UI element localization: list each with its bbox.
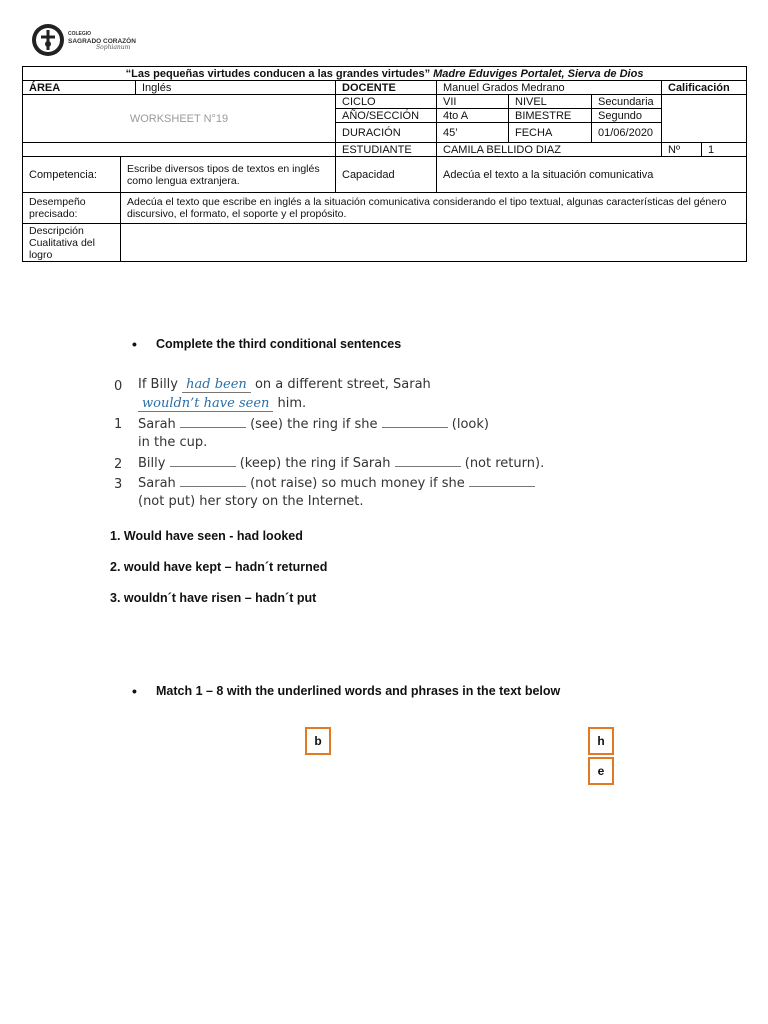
ex3-text-a: Sarah [138, 476, 176, 491]
ex2-blank1[interactable] [170, 454, 236, 467]
task1-instruction: • Complete the third conditional sentences [156, 337, 401, 351]
estudiante-value: CAMILA BELLIDO DIAZ [437, 143, 662, 157]
capacidad-label: Capacidad [336, 157, 437, 193]
fecha-value: 01/06/2020 [592, 123, 662, 143]
ex2-text-b: (keep) the ring if Sarah [239, 456, 391, 471]
ex1-blank1[interactable] [180, 415, 246, 428]
calificacion-label: Calificación [662, 81, 747, 95]
fecha-label: FECHA [509, 123, 592, 143]
motto-author: Madre Eduviges Portalet, Sierva de Dios [433, 67, 644, 80]
ciclo-value: VII [437, 95, 509, 109]
desempeno-value: Adecúa el texto que escribe en inglés a la situación comunicativa considerando el tipo textual, algunas características del género discursivo, el formato, el soporte y el propósito. [121, 193, 747, 224]
school-name-main: SAGRADO CORAZÓN [68, 38, 136, 45]
ex3-blank1[interactable] [180, 474, 246, 487]
answer-2: 2. would have kept – hadn´t returned [110, 560, 328, 574]
area-label: ÁREA [23, 81, 136, 95]
ex2-blank2[interactable] [395, 454, 461, 467]
school-script: Sophianum [96, 44, 131, 51]
motto-cell [23, 67, 747, 81]
calificacion-value [662, 95, 747, 143]
worksheet-number: WORKSHEET N°19 [23, 95, 336, 143]
bimestre-value: Segundo [592, 109, 662, 123]
duracion-value: 45’ [437, 123, 509, 143]
estudiante-label: ESTUDIANTE [336, 143, 437, 157]
descripcion-value [121, 224, 747, 262]
ex2-number: 2 [114, 457, 123, 472]
capacidad-value: Adecúa el texto a la situación comunicativa [437, 157, 747, 193]
desempeno-label: Desempeño precisado: [23, 193, 121, 224]
task2-instruction: • Match 1 – 8 with the underlined words and phrases in the text below [156, 684, 560, 698]
ex0-number: 0 [114, 379, 123, 394]
answer-box-h[interactable]: h [588, 727, 614, 755]
motto-text: “Las pequeñas virtudes conducen a las grandes virtudes” [125, 67, 431, 80]
ex3-number: 3 [114, 477, 123, 492]
numero-value: 1 [702, 143, 747, 157]
worksheet-header-table [22, 66, 747, 262]
numero-label: Nº [662, 143, 702, 157]
school-name-small: COLEGIO [68, 31, 92, 37]
competencia-value: Escribe diversos tipos de textos en inglés como lengua extranjera. [121, 157, 336, 193]
ex3-text-b: (not raise) so much money if she [250, 476, 465, 491]
ex0-fill2: wouldn’t have seen [138, 396, 273, 412]
ex3-line2: (not put) her story on the Internet. [138, 494, 364, 509]
seccion-label: AÑO/SECCIÓN [336, 109, 437, 123]
ex0-text-c: him. [277, 396, 307, 411]
area-value: Inglés [136, 81, 336, 95]
ex0-line2 [138, 394, 306, 413]
ex2-text-a: Billy [138, 456, 166, 471]
ex0-fill1: had been [182, 377, 251, 393]
ex3-blank2[interactable] [469, 474, 535, 487]
ex1-line2: in the cup. [138, 435, 208, 450]
descripcion-label: Descripción Cualitativa del logro [23, 224, 121, 262]
ex1-text-c: (look) [451, 417, 489, 432]
docente-value: Manuel Grados Medrano [437, 81, 662, 95]
ex1-line1 [138, 415, 489, 434]
ex2-text-c: (not return). [464, 456, 545, 471]
school-crest-icon [30, 22, 66, 58]
answer-1: 1. Would have seen - had looked [110, 529, 303, 543]
competencia-label: Competencia: [23, 157, 121, 193]
ex1-text-b: (see) the ring if she [250, 417, 378, 432]
docente-label: DOCENTE [336, 81, 437, 95]
duracion-label: DURACIÓN [336, 123, 437, 143]
ex1-number: 1 [114, 417, 123, 432]
bimestre-label: BIMESTRE [509, 109, 592, 123]
ex0-line1 [138, 375, 431, 394]
ex0-text-b: on a different street, Sarah [254, 377, 431, 392]
seccion-value: 4to A [437, 109, 509, 123]
ex1-blank2[interactable] [382, 415, 448, 428]
estudiante-spacer [23, 143, 336, 157]
ex3-line1 [138, 474, 535, 493]
nivel-value: Secundaria [592, 95, 662, 109]
ex1-text-a: Sarah [138, 417, 176, 432]
ex2-line1 [138, 454, 544, 473]
ex0-text-a: If Billy [138, 377, 178, 392]
answer-3: 3. wouldn´t have risen – hadn´t put [110, 591, 317, 605]
answer-box-e[interactable]: e [588, 757, 614, 785]
nivel-label: NIVEL [509, 95, 592, 109]
answer-box-b[interactable]: b [305, 727, 331, 755]
ciclo-label: CICLO [336, 95, 437, 109]
